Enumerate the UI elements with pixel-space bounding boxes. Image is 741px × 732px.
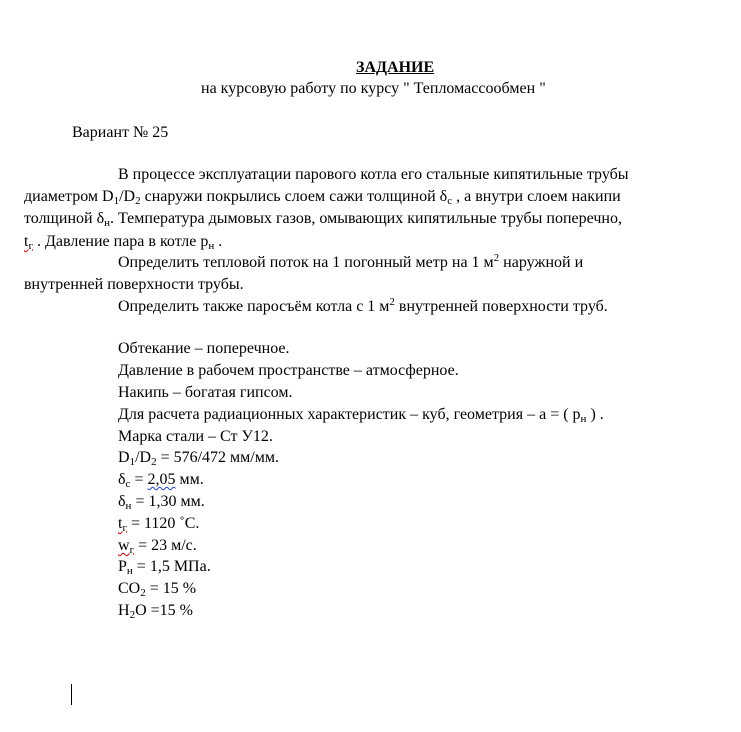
paragraph2-line2: внутренней поверхности трубы. [24,276,244,293]
param-scale: Накипь – богатая гипсом. [118,384,293,401]
spellcheck-mark: $t_г$ [118,515,127,534]
paragraph1-line2: диаметром $D_1/D_2$ снаружи покрылись слоем сажи толщиной $\delta_с$ , а внутри слоем накипи [24,188,621,207]
param-gas-temperature: $t_г = 1120$ ˚С. [118,515,200,534]
param-diameters: $D_1/D_2 = 576/472$ мм/мм. [118,449,279,468]
variant-label: Вариант № 25 [72,124,169,141]
spellcheck-mark: $t_г$ [24,233,33,252]
param-soot-thickness: $\delta_с = 2,05$ мм. [118,471,204,490]
spellcheck-mark: 2,05 [147,471,176,488]
param-co2: $CO_2 = 15$ % [118,580,197,599]
document-title: ЗАДАНИЕ [356,59,435,76]
paragraph3: Определить также паросъём котла с 1 $м^2$ внутренней поверхности труб. [118,296,608,315]
document-subtitle: на курсовую работу по курсу " Тепломассообмен " [201,80,546,97]
param-radiation: Для расчета радиационных характеристик – куб, геометрия – a = ( $p_н$ ) . [118,406,604,425]
text-cursor [71,684,72,705]
paragraph2-line1: Определить тепловой поток на 1 погонный метр на 1 $м^2$ наружной и [118,252,584,271]
param-steam-pressure: $P_н = 1,5$ МПа. [118,558,211,577]
spellcheck-mark: $w_г$ [118,537,135,556]
param-gas-velocity: $w_г = 23$ м/с. [118,537,197,556]
param-steel: Марка стали – Ст У12. [118,428,273,445]
paragraph1-line4: $t_г$ . Давление пара в котле $p_н$ . [24,233,223,252]
paragraph1-line1: В процессе эксплуатации парового котла его стальные кипятильные трубы [118,166,629,183]
param-pressure-space: Давление в рабочем пространстве – атмосферное. [118,362,459,379]
param-flow: Обтекание – поперечное. [118,340,290,357]
param-scale-thickness: $\delta_н = 1,30$ мм. [118,493,205,512]
paragraph1-line3: толщиной $\delta_н$. Температура дымовых газов, омывающих кипятильные трубы поперечно, [24,210,622,229]
param-h2o: $H_2O =15$ % [118,602,193,621]
